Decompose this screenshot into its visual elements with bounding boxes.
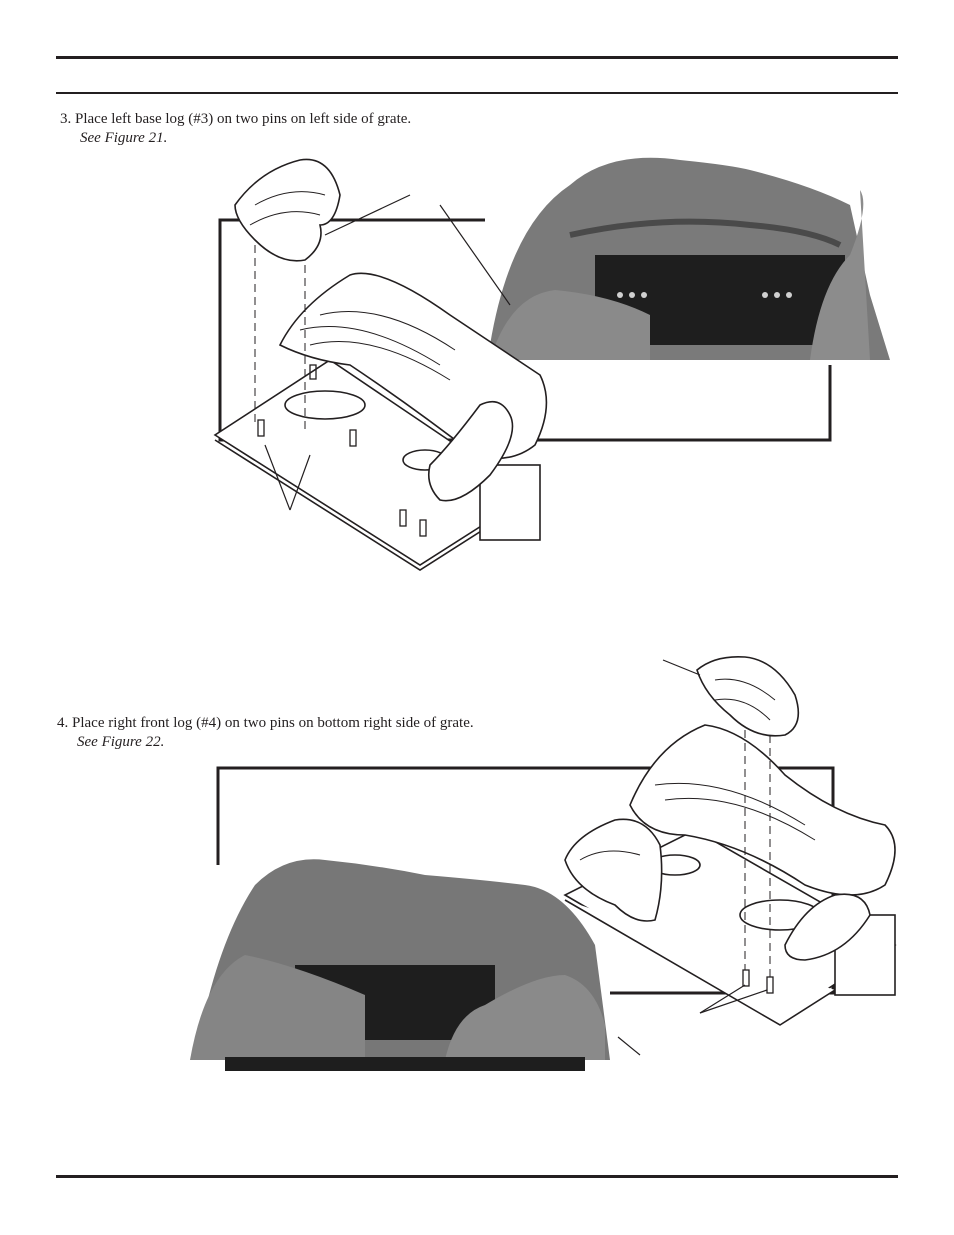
figure-21 [210, 145, 910, 575]
left-base-log-3 [235, 159, 340, 260]
step-3-figure-ref: See Figure 21. [80, 130, 168, 146]
footer-rule [56, 1175, 898, 1178]
figure-22 [185, 645, 915, 1085]
figure-22-illustration [185, 645, 915, 1085]
header-rule [56, 56, 898, 59]
step-4-figure-ref: See Figure 22. [77, 734, 165, 750]
header-rule-thin [56, 92, 898, 94]
step-3 [60, 110, 411, 148]
step-4-text: 4. Place right front log (#4) on two pins on bottom right side of grate. [57, 715, 474, 731]
installed-logs-photo [190, 859, 610, 1071]
figure-21-illustration [210, 145, 910, 575]
right-front-log-4 [697, 657, 798, 736]
installed-logs-photo [485, 158, 890, 365]
step-3-text: 3. Place left base log (#3) on two pins on left side of grate. [60, 111, 412, 127]
